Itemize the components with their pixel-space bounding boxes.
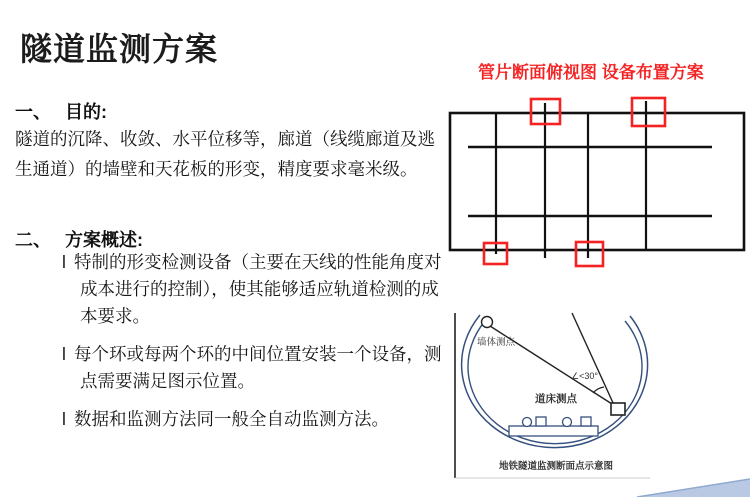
list-item: [0, 406, 444, 433]
list-item: [0, 249, 444, 330]
section-heading-text: 目的:: [65, 102, 107, 122]
wall-point-label: 墙体测点: [477, 337, 516, 348]
diagram-heading: 管片断面俯视图 设备布置方案: [478, 63, 704, 82]
grid-outer-rect: [450, 113, 744, 250]
tunnel-cross-section-diagram: [440, 295, 750, 495]
segment-grid-diagram: [440, 90, 750, 275]
purpose-paragraph: 隧道的沉降、收敛、水平位移等，廊道（线缆廊道及逃生通道）的墙壁和天花板的形变，精度要求毫米级。: [15, 129, 435, 179]
bullet-text: 每个环或每两个环的中间位置安装一个设备，测点需要满足图示位置。: [74, 344, 442, 391]
bed-point-square: [536, 417, 546, 426]
bullet-marker: l: [62, 344, 66, 364]
device-box-bottom-2: [576, 242, 603, 266]
diagram-caption: 地铁隧道监测断面点示意图: [498, 461, 614, 472]
section-heading-text: 方案概述:: [65, 230, 143, 250]
section-number: 二、: [15, 230, 51, 250]
bullet-marker: l: [62, 409, 66, 429]
section-purpose-heading: [15, 98, 107, 124]
track-bed-rect: [509, 426, 598, 436]
list-item: [0, 341, 444, 395]
angle-arc: [593, 387, 604, 393]
corner-decoration: [560, 470, 750, 497]
bed-point-circle: [563, 418, 572, 427]
angle-label: ∠<30°: [571, 371, 598, 381]
wall-point-marker: [482, 317, 493, 328]
overview-bullet-list: [0, 249, 444, 444]
track-bed-label: 道床测点: [535, 393, 577, 405]
bed-point-square: [581, 417, 591, 426]
page-title: 隧道监测方案: [20, 31, 219, 67]
instrument-box-marker: [611, 403, 625, 415]
bullet-text: 特制的形变检测设备（主要在天线的性能角度对成本进行的控制），使其能够适应轨道检测的成本要求。: [74, 252, 442, 326]
bullet-marker: l: [62, 252, 66, 272]
bed-point-circle: [523, 418, 532, 427]
bullet-text: 数据和监测方法同一般全自动监测方法。: [74, 409, 389, 429]
section-number: 一、: [15, 102, 51, 122]
